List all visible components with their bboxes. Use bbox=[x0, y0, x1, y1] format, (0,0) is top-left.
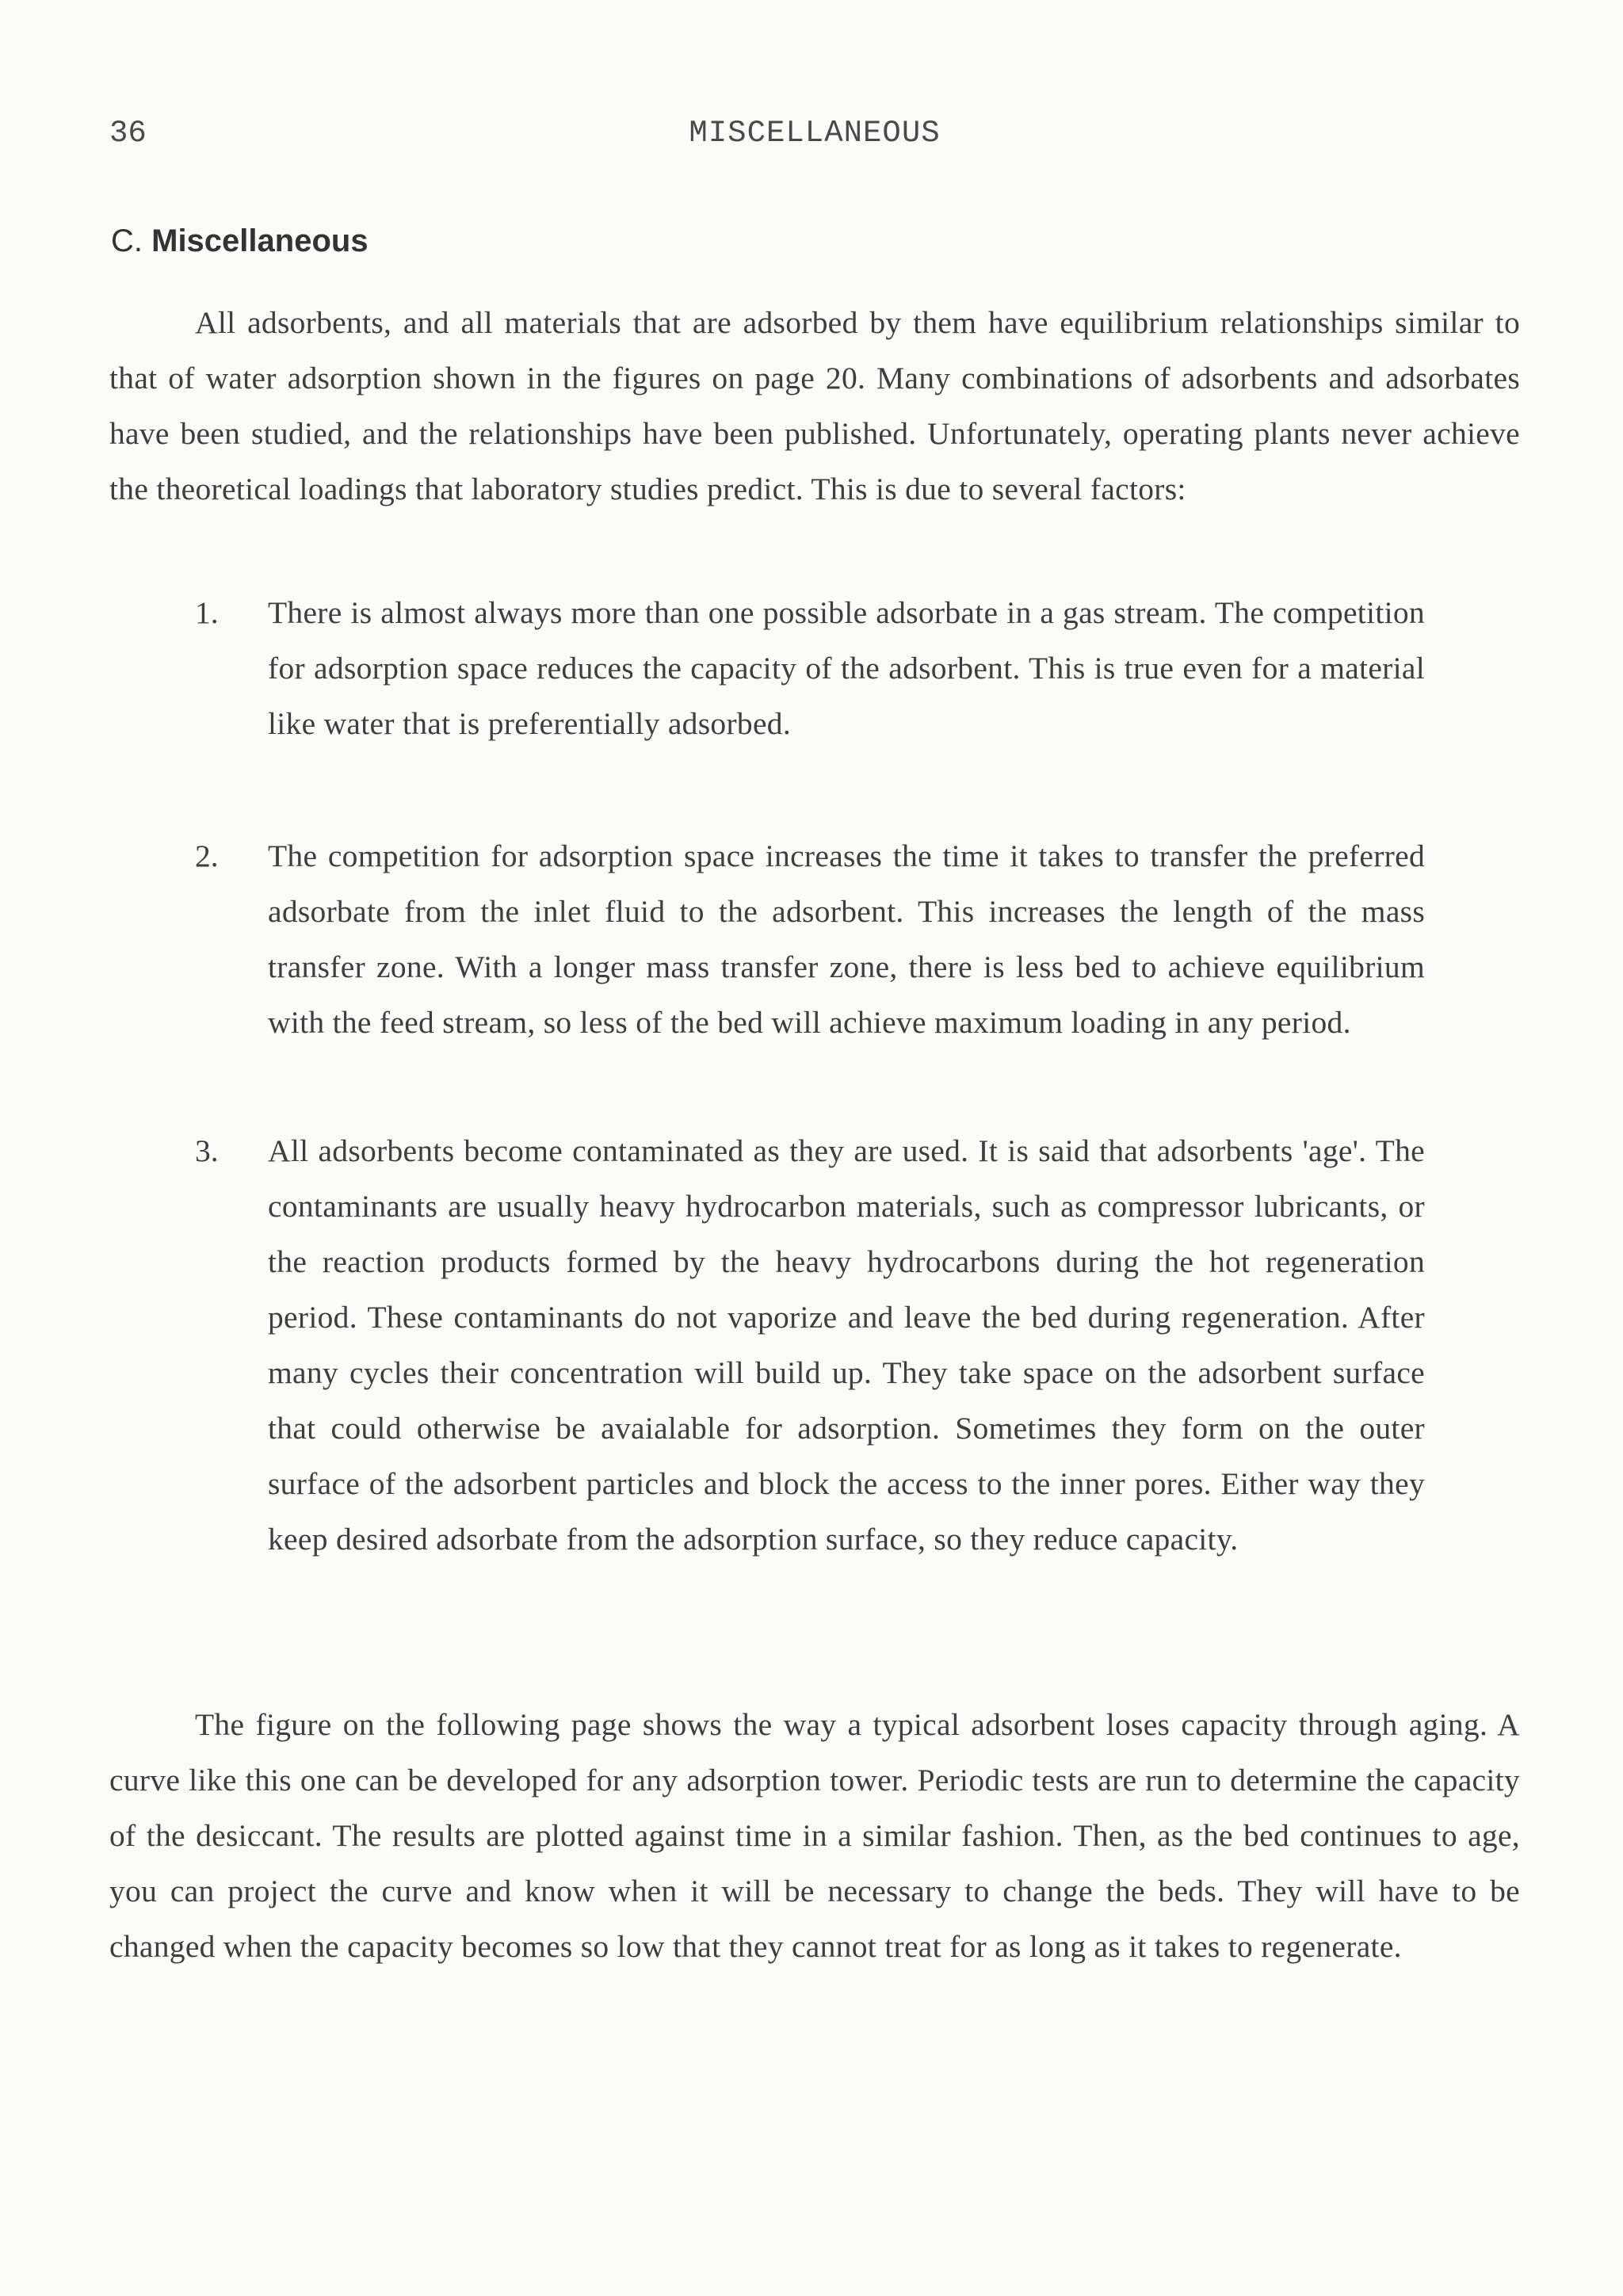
running-head: MISCELLANEOUS bbox=[689, 116, 941, 151]
page-header bbox=[109, 116, 1520, 163]
section-heading bbox=[111, 223, 369, 259]
list-item-text: The competition for adsorption space increases the time it takes to transfer the preferred adsorbate from the inlet fluid to the adsorbent. This increases the length of the mass transfer zone. With a longer mass transfer zone, there is less bed to achieve equilibrium with the feed stream, so less of the bed will achieve maximum loading in any period. bbox=[268, 839, 1425, 1040]
section-title: Miscellaneous bbox=[151, 223, 369, 258]
page-number: 36 bbox=[109, 116, 147, 151]
section-label: C. bbox=[111, 223, 143, 258]
intro-paragraph: All adsorbents, and all materials that are adsorbed by them have equilibrium relationships similar to that of water adsorption shown in the figures on page 20. Many combinations of adsorbents and adsorbates have been studied, and the relationships have been published. Unfortunately, operating plants never achieve the theoretical loadings that laboratory studies predict. This is due to several factors: bbox=[109, 305, 1520, 506]
closing-paragraph: The figure on the following page shows the way a typical adsorbent loses capacity through aging. A curve like this one can be developed for any adsorption tower. Periodic tests are run to determine the capacity of the desiccant. The results are plotted against time in a similar fashion. Then, as the bed continues to age, you can project the curve and know when it will be necessary to change the beds. They will have to be changed when the capacity becomes so low that they cannot treat for as long as it takes to regenerate. bbox=[109, 1707, 1520, 1964]
list-item-text: All adsorbents become contaminated as they are used. It is said that adsorbents 'age'. The contaminants are usually heavy hydrocarbon materials, such as compressor lubricants, or the reaction products formed by the heavy hydrocarbons during the hot regeneration period. These contaminants do not vaporize and leave the bed during regeneration. After many cycles their concentration will build up. They take space on the adsorbent surface that could otherwise be avaialable for adsorption. Sometimes they form on the outer surface of the adsorbent particles and block the access to the inner pores. Either way they keep desired adsorbate from the adsorption surface, so they reduce capacity. bbox=[268, 1133, 1425, 1557]
list-item-text: There is almost always more than one possible adsorbate in a gas stream. The competition for adsorption space reduces the capacity of the adsorbent. This is true even for a material like water that is preferentially adsorbed. bbox=[268, 595, 1425, 741]
list-item-number: 2. bbox=[195, 839, 219, 873]
list-item-number: 3. bbox=[195, 1133, 219, 1168]
list-item-number: 1. bbox=[195, 595, 219, 630]
